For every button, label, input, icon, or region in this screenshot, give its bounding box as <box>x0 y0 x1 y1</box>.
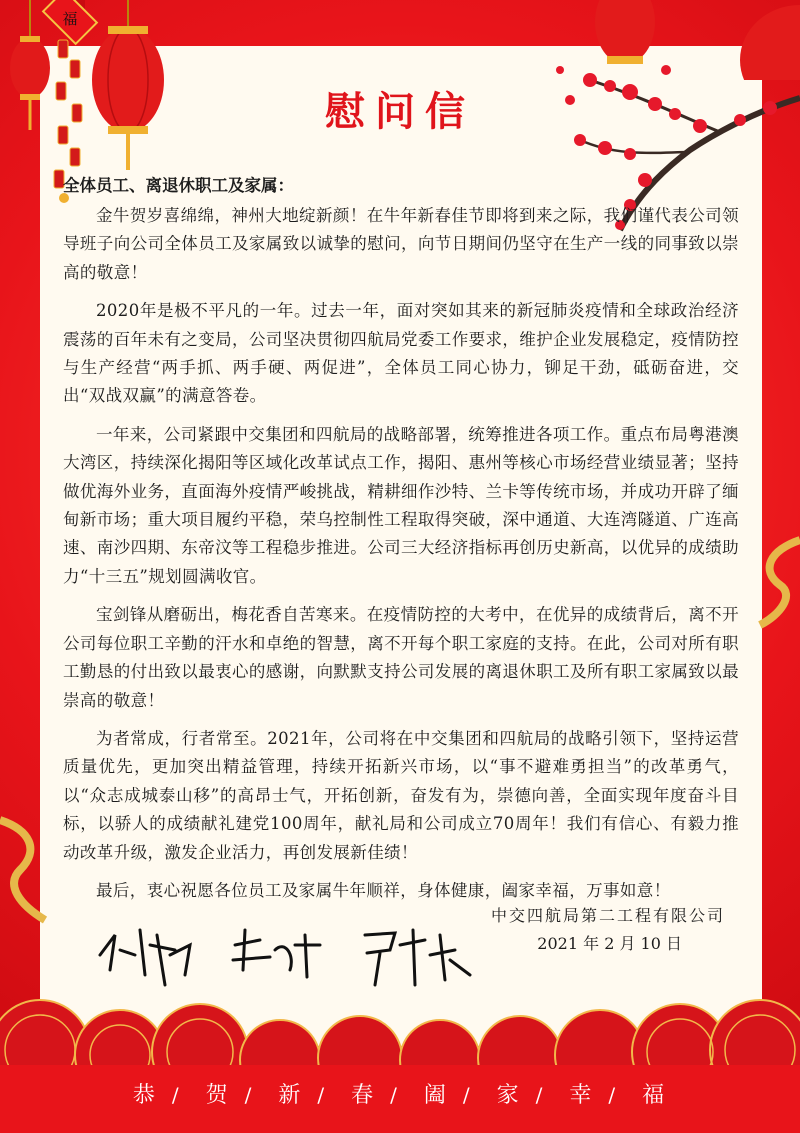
greeting-char: 贺 <box>205 1083 231 1108</box>
letter-date: 2021 年 2 月 10 日 <box>537 934 682 953</box>
new-year-greeting <box>0 1078 800 1109</box>
letter-body <box>63 202 739 915</box>
paragraph: 最后，衷心祝愿各位员工及家属牛年顺祥，身体健康，阖家幸福，万事如意！ <box>96 880 671 900</box>
greeting-separator: / <box>390 1083 400 1107</box>
greeting-char: 家 <box>496 1083 522 1108</box>
greeting-separator: / <box>462 1083 473 1107</box>
auspicious-clouds-decoration <box>0 960 800 1070</box>
greeting-separator: / <box>608 1083 619 1107</box>
greeting-char: 幸 <box>569 1083 595 1108</box>
fu-char: 福 <box>62 10 78 28</box>
paragraph: 金牛贺岁喜绵绵，神州大地绽新颜！在牛年新春佳节即将到来之际，我们谨代表公司领导班子向公司全体员工及家属致以诚挚的慰问，向节日期间仍坚守在生产一线的同事致以崇高的敬意！ <box>63 206 739 282</box>
greeting-separator: / <box>171 1083 182 1107</box>
greeting-char: 福 <box>642 1083 668 1108</box>
page-title: 慰问信 <box>325 88 475 135</box>
greeting-char: 新 <box>278 1083 304 1108</box>
greeting-separator: / <box>244 1083 255 1107</box>
greeting-separator: / <box>535 1083 546 1107</box>
greeting-char: 春 <box>351 1083 377 1108</box>
gold-ribbon-left <box>0 810 60 930</box>
paragraph: 2020年是极不平凡的一年。过去一年，面对突如其来的新冠肺炎疫情和全球政治经济震荡的百年未有之变局，公司坚决贯彻四航局党委工作要求，维护企业发展稳定，疫情防控与生产经营“两手抓、两手硬、两促进”，全体员工同心协力，铆足干劲，砥砺奋进，交出“双战双赢”的满意答卷。 <box>63 301 739 406</box>
salutation: 全体员工、离退休职工及家属： <box>63 176 294 195</box>
greeting-separator: / <box>317 1083 328 1107</box>
gold-ribbon-right <box>740 530 800 630</box>
paragraph: 一年来，公司紧跟中交集团和四航局的战略部署，统筹推进各项工作。重点布局粤港澳大湾区，持续深化揭阳等区域化改革试点工作，揭阳、惠州等核心市场经营业绩显著；坚持做优海外业务，直面海外疫情严峻挑战，精耕细作沙特、兰卡等传统市场，并成功开辟了缅甸新市场；重大项目履约平稳，荣乌控制性工程取得突破，深中通道、大连湾隧道、广连高速、南沙四期、东帝汶等工程稳步推进。公司三大经济指标再创历史新高，以优异的成绩助力“十三五”规划圆满收官。 <box>63 424 739 586</box>
greeting-char: 恭 <box>132 1083 158 1108</box>
paragraph: 宝剑锋从磨砺出，梅花香自苦寒来。在疫情防控的大考中，在优异的成绩背后，离不开公司每位职工辛勤的汗水和卓绝的智慧，离不开每个职工家庭的支持。在此，公司对所有职工勤恳的付出致以最衷心的感谢，向默默支持公司发展的离退休职工及所有职工家属致以最崇高的敬意！ <box>63 605 739 710</box>
company-name: 中交四航局第二工程有限公司 <box>490 906 725 925</box>
paragraph: 为者常成，行者常至。2021年，公司将在中交集团和四航局的战略引领下，坚持运营质量优先，更加突出精益管理，持续开拓新兴市场，以“事不避难勇担当”的改革勇气，以“众志成城泰山移”的高昂士气，开拓创新，奋发有为，崇德向善，全面实现年度奋斗目标，以骄人的成绩献礼建党100周年，献礼局和公司成立70周年！我们有信心、有毅力推动改革升级，激发企业活力，再创发展新佳绩！ <box>63 728 739 862</box>
greeting-char: 阖 <box>423 1083 449 1108</box>
